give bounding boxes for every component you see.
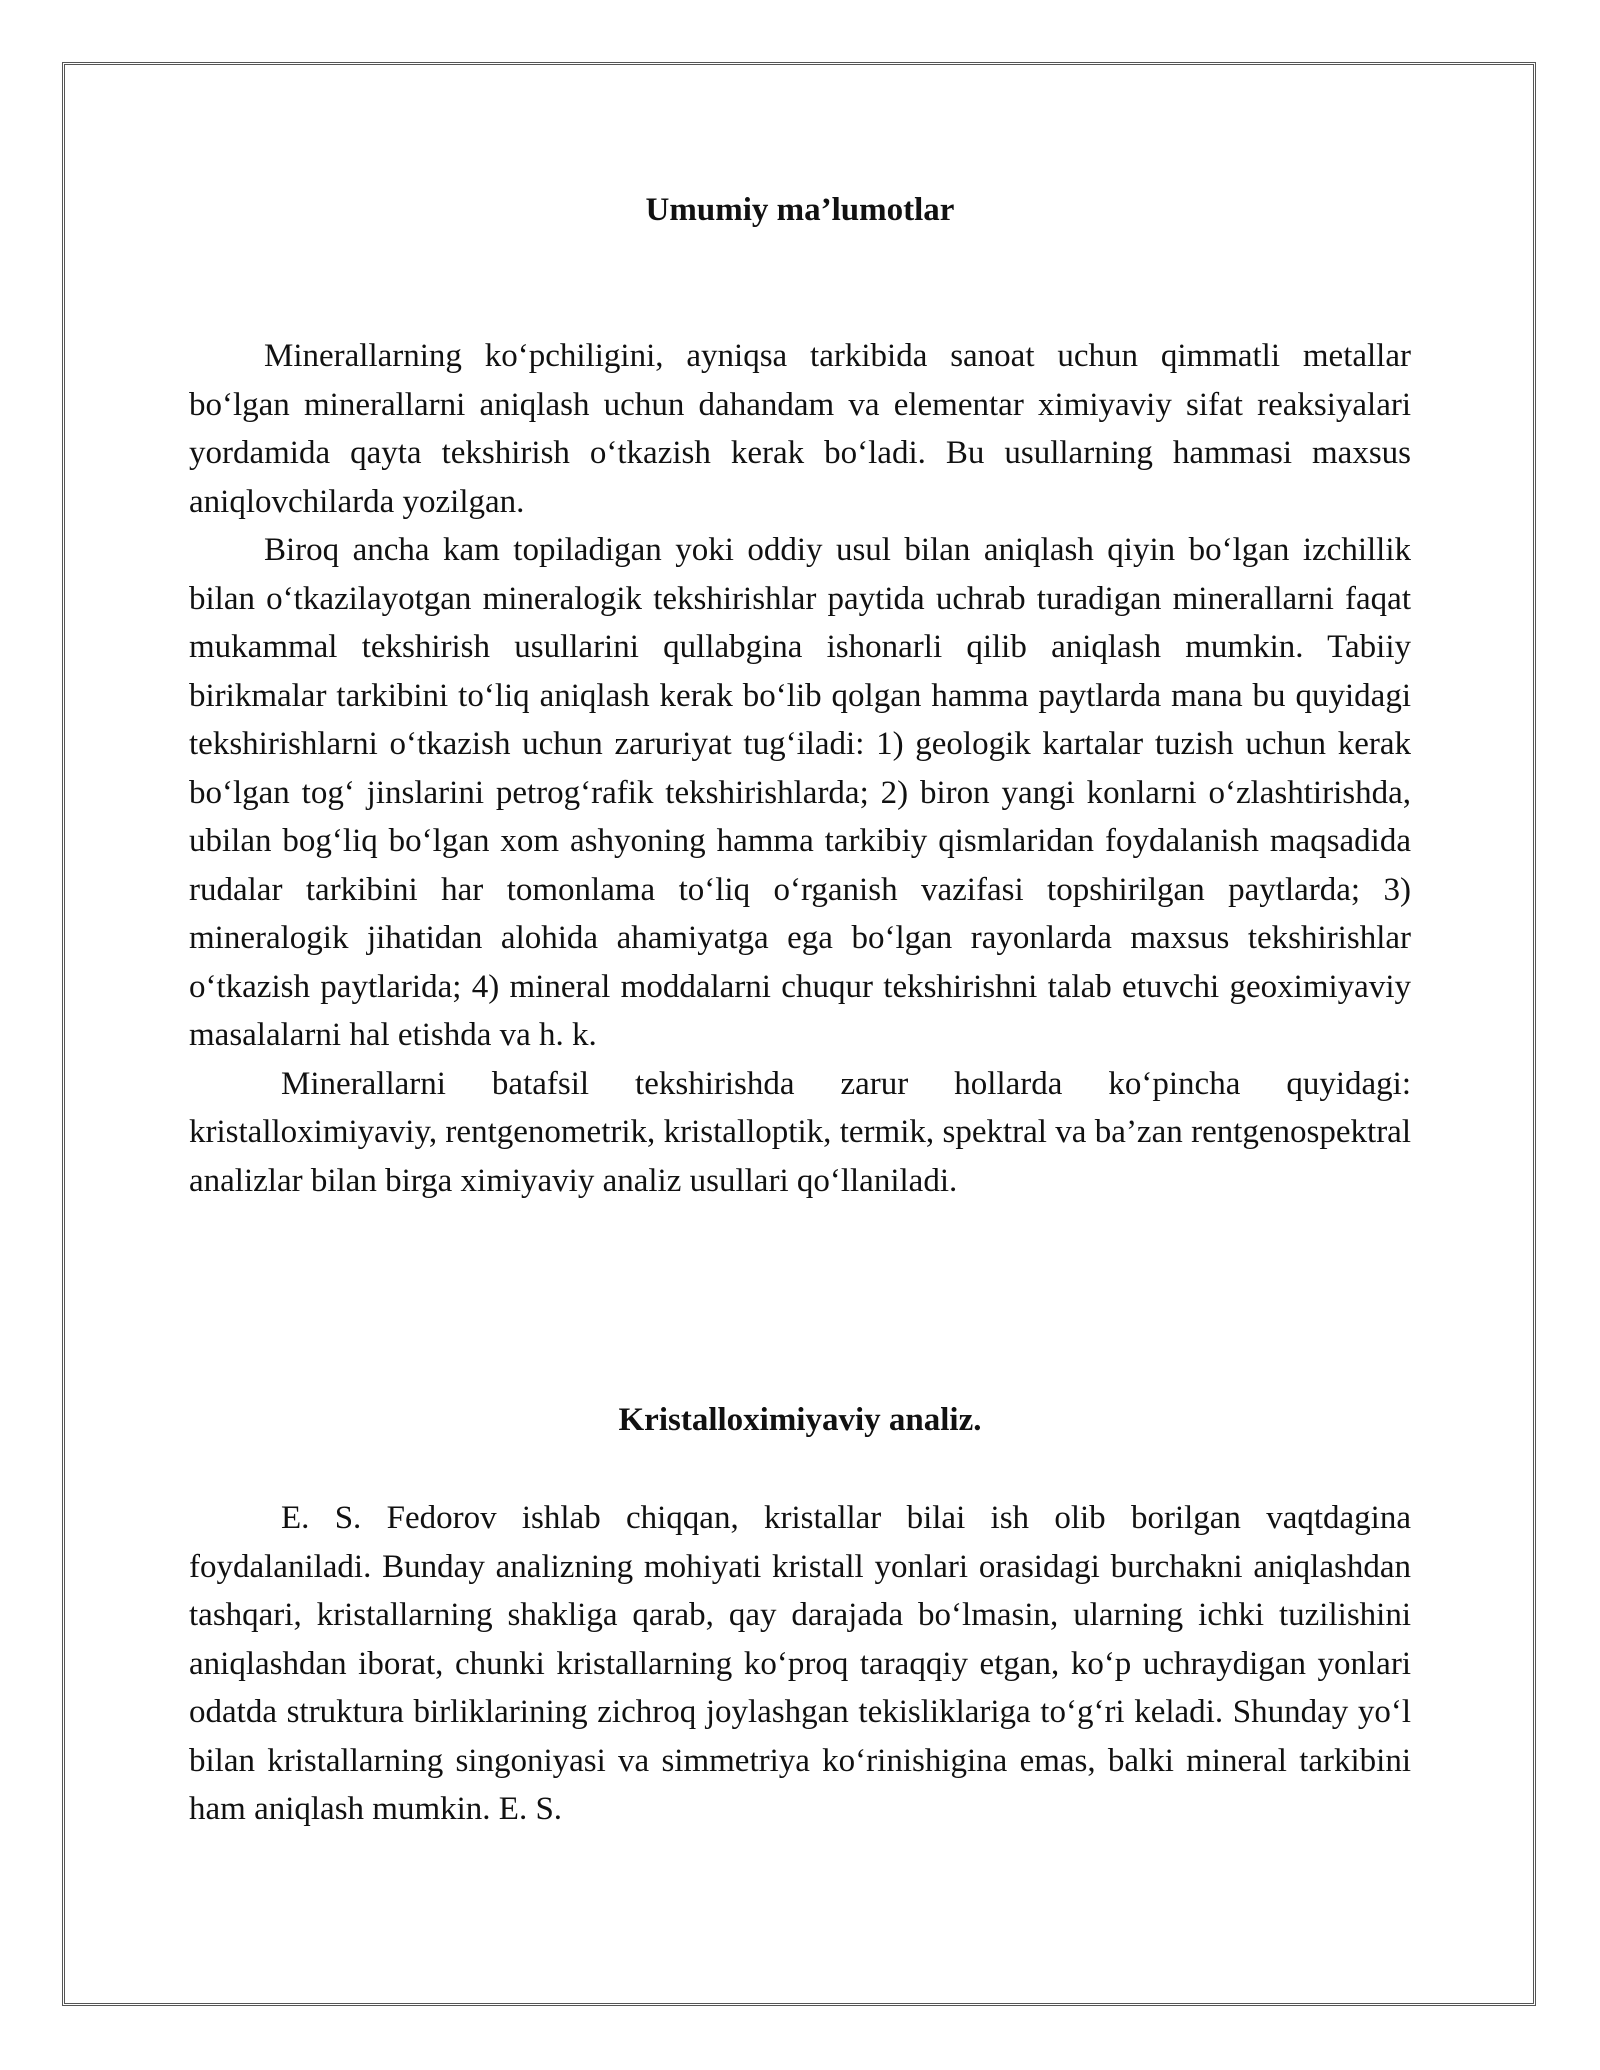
paragraph: Minerallarni batafsil tekshirishda zarur hollarda ko‘pincha quyidagi: kristalloximiyaviy, rentgenometrik, kristalloptik, termik, spektral va ba’zan rentgenospektral analizlar bilan birga ximiyaviy analiz usullari qo‘llaniladi.	[189, 1065, 1411, 1199]
section-heading-general-info: Umumiy ma’lumotlar	[645, 192, 955, 228]
paragraph: E. S. Fedorov ishlab chiqqan, kristallar bilai ish olib borilgan vaqtdagina foydalaniladi. Bunday analizning mohiyati kristall yonlari orasidagi burchakni aniqlashdan tashqari, kristallarning shakliga qarab, qay darajada bo‘lmasin, ularning ichki tuzilishini aniqlashdan iborat, chunki kristallarning ko‘proq taraqqiy etgan, ko‘p uchraydigan yonlari odatda struktura birliklarining zichroq joylashgan tekisliklariga to‘g‘ri keladi. Shunday yo‘l bilan kristallarning singoniyasi va simmetriya ko‘rinishigina emas, balki mineral tarkibini ham aniqlash mumkin. E. S.	[189, 1500, 1411, 1827]
section-body-crystallochemical-analysis	[189, 1494, 1411, 1834]
paragraph: Minerallarning ko‘pchiligini, ayniqsa tarkibida sanoat uchun qimmatli metallar bo‘lgan minerallarni aniqlash uchun dahandam va elementar ximiyaviy sifat reaksiyalari yordamida qayta tekshirish o‘tkazish kerak bo‘ladi. Bu usullarning hammasi maxsus aniqlovchilarda yozilgan.	[189, 338, 1411, 520]
section-body-general-info	[189, 332, 1411, 1205]
paragraph: Biroq ancha kam topiladigan yoki oddiy usul bilan aniqlash qiyin bo‘lgan izchillik bilan o‘tkazilayotgan mineralogik tekshirishlar paytida uchrab turadigan minerallarni faqat mukammal tekshirish usullarini qullabgina ishonarli qilib aniqlash mumkin. Tabiiy birikmalar tarkibini to‘liq aniqlash kerak bo‘lib qolgan hamma paytlarda mana bu quyidagi tekshirishlarni o‘tkazish uchun zaruriyat tug‘iladi: 1) geologik kartalar tuzish uchun kerak bo‘lgan tog‘ jinslarini petrog‘rafik tekshirishlarda; 2) biron yangi konlarni o‘zlashtirishda, ubilan bog‘liq bo‘lgan xom ashyoning hamma tarkibiy qismlaridan foydalanish maqsadida rudalar tarkibini har tomonlama to‘liq o‘rganish vazifasi topshirilgan paytlarda; 3) mineralogik jihatidan alohida ahamiyatga ega bo‘lgan rayonlarda maxsus tekshirishlar o‘tkazish paytlarida; 4) mineral moddalarni chuqur tekshirishni talab etuvchi geoximiyaviy masalalarni hal etishda va h. k.	[189, 532, 1411, 1053]
section-heading-crystallochemical-analysis: Kristalloximiyaviy analiz.	[618, 1402, 982, 1438]
